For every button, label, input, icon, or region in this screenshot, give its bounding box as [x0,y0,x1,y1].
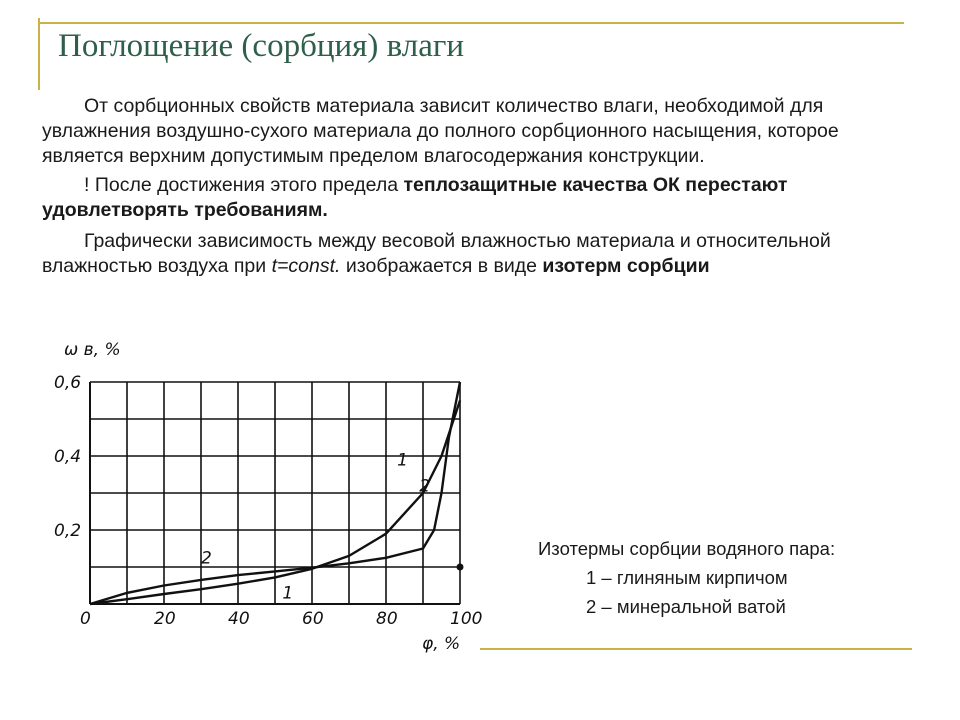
bottom-rule [480,648,912,650]
x-tick-label: 80 [376,609,398,629]
paragraph-warning [42,173,922,223]
paragraph-isotherms [42,229,922,279]
slide-title: Поглощение (сорбция) влаги [58,28,465,64]
x-axis-label: φ, % [422,634,461,654]
series-2-label-upper: 2 [419,476,431,497]
paragraph-isotherms-bold: изотерм сорбции [542,255,710,277]
series-1-label-lower: 1 [282,583,294,604]
chart-ticks [54,373,482,629]
paragraph-isotherms-prefix: Графически зависимость между весовой влажностью материала и относительной влажностью воздуха при [42,230,831,277]
paragraph-sorption-text: От сорбционных свойств материала зависит количество влаги, необходимой для увлажнения воздушно-сухого материала до полного сорбционного насыщения, которое является верхним допустимым пределом влагосодержания конструкции. [42,95,839,167]
left-rule [38,18,40,90]
caption-item-1: 1 – глиняным кирпичом [586,567,788,588]
paragraph-sorption [42,94,922,169]
top-rule [38,22,904,24]
paragraph-isotherms-middle: изображается в виде [340,255,543,277]
y-tick-label: 0,6 [54,373,82,393]
sorption-isotherm-chart [50,335,490,665]
x-tick-label: 20 [154,609,176,629]
caption-item-2: 2 – минеральной ватой [586,596,786,617]
x-tick-label: 100 [450,609,483,629]
x-tick-label: 60 [302,609,324,629]
y-tick-label: 0,4 [54,447,82,467]
x-tick-label: 0 [80,609,91,629]
data-point [457,564,464,571]
chart-caption [538,534,835,621]
paragraph-warning-bold: теплозащитные качества ОК перестают удовлетворять требованиям. [42,174,788,221]
series-2-label: 2 [201,548,212,569]
series-1-label: 1 [397,450,408,471]
caption-title: Изотермы сорбции водяного пара: [538,538,836,559]
y-axis-label: ω в, % [64,340,121,360]
x-tick-label: 40 [228,609,250,629]
paragraph-isotherms-italic: t=const. [271,255,341,277]
y-tick-label: 0,2 [54,521,82,541]
paragraph-warning-prefix: ! После достижения этого предела [84,174,404,196]
